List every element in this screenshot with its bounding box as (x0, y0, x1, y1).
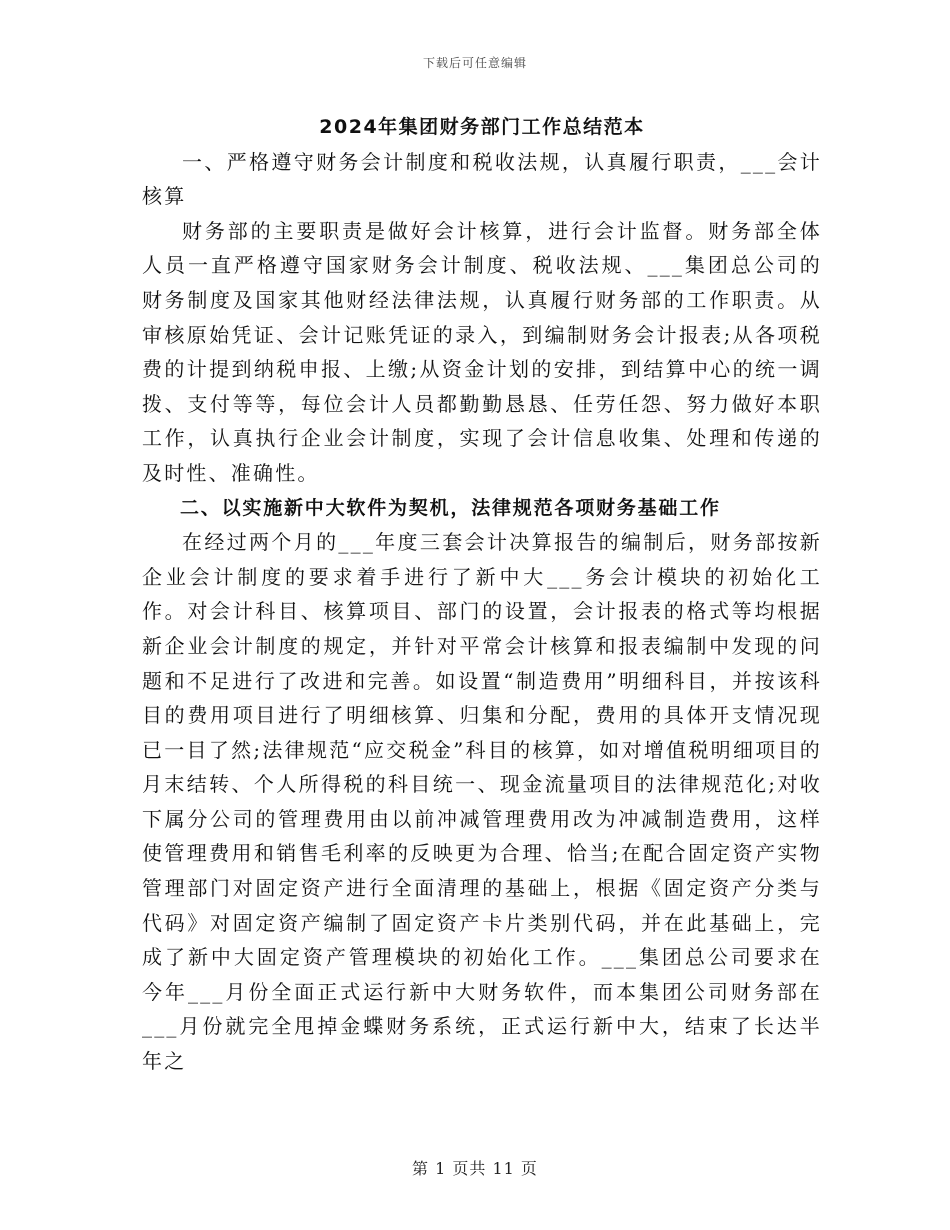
section-heading-1: 一、严格遵守财务会计制度和税收法规，认真履行职责，___会计核算 (142, 149, 822, 209)
body-paragraph-1: 财务部的主要职责是做好会计核算，进行会计监督。财务部全体人员一直严格遵守国家财务会计制度、税收法规、___集团总公司的财务制度及国家其他财经法律法规，认真履行财务部的工作职责。从审核原始凭证、会计记账凭证的录入，到编制财务会计报表;从各项税费的计提到纳税申报、上缴;从资金计划的安排，到结算中心的统一调拨、支付等等，每位会计人员都勤勤恳恳、任劳任怨、努力做好本职工作，认真执行企业会计制度，实现了会计信息收集、处理和传递的及时性、准确性。 (142, 218, 822, 485)
section-heading-2: 二、以实施新中大软件为契机，法律规范各项财务基础工作 (180, 496, 721, 519)
document-title: 2024年集团财务部门工作总结范本 (319, 116, 645, 138)
document-body (142, 110, 822, 1079)
download-edit-note: 下载后可任意编辑 (422, 56, 527, 70)
page-number: 第 1 页共 11 页 (412, 1159, 538, 1178)
body-paragraph-2: 在经过两个月的___年度三套会计决算报告的编制后，财务部按新企业会计制度的要求着手进行了新中大___务会计模块的初始化工作。对会计科目、核算项目、部门的设置，会计报表的格式等均根据新企业会计制度的规定，并针对平常会计核算和报表编制中发现的问题和不足进行了改进和完善。如设置“制造费用”明细科目，并按该科目的费用项目进行了明细核算、归集和分配，费用的具体开支情况现已一目了然;法律规范“应交税金”科目的核算，如对增值税明细项目的月末结转、个人所得税的科目统一、现金流量项目的法律规范化;对收下属分公司的管理费用由以前冲减管理费用改为冲减制造费用，这样使管理费用和销售毛利率的反映更为合理、恰当;在配合固定资产实物管理部门对固定资产进行全面清理的基础上，根据《固定资产分类与代码》对固定资产编制了固定资产卡片类别代码，并在此基础上，完成了新中大固定资产管理模块的初始化工作。___集团总公司要求在今年___月份全面正式运行新中大财务软件，而本集团公司财务部在___月份就完全甩掉金蝶财务系统，正式运行新中大，结束了长达半年之 (142, 530, 822, 1074)
